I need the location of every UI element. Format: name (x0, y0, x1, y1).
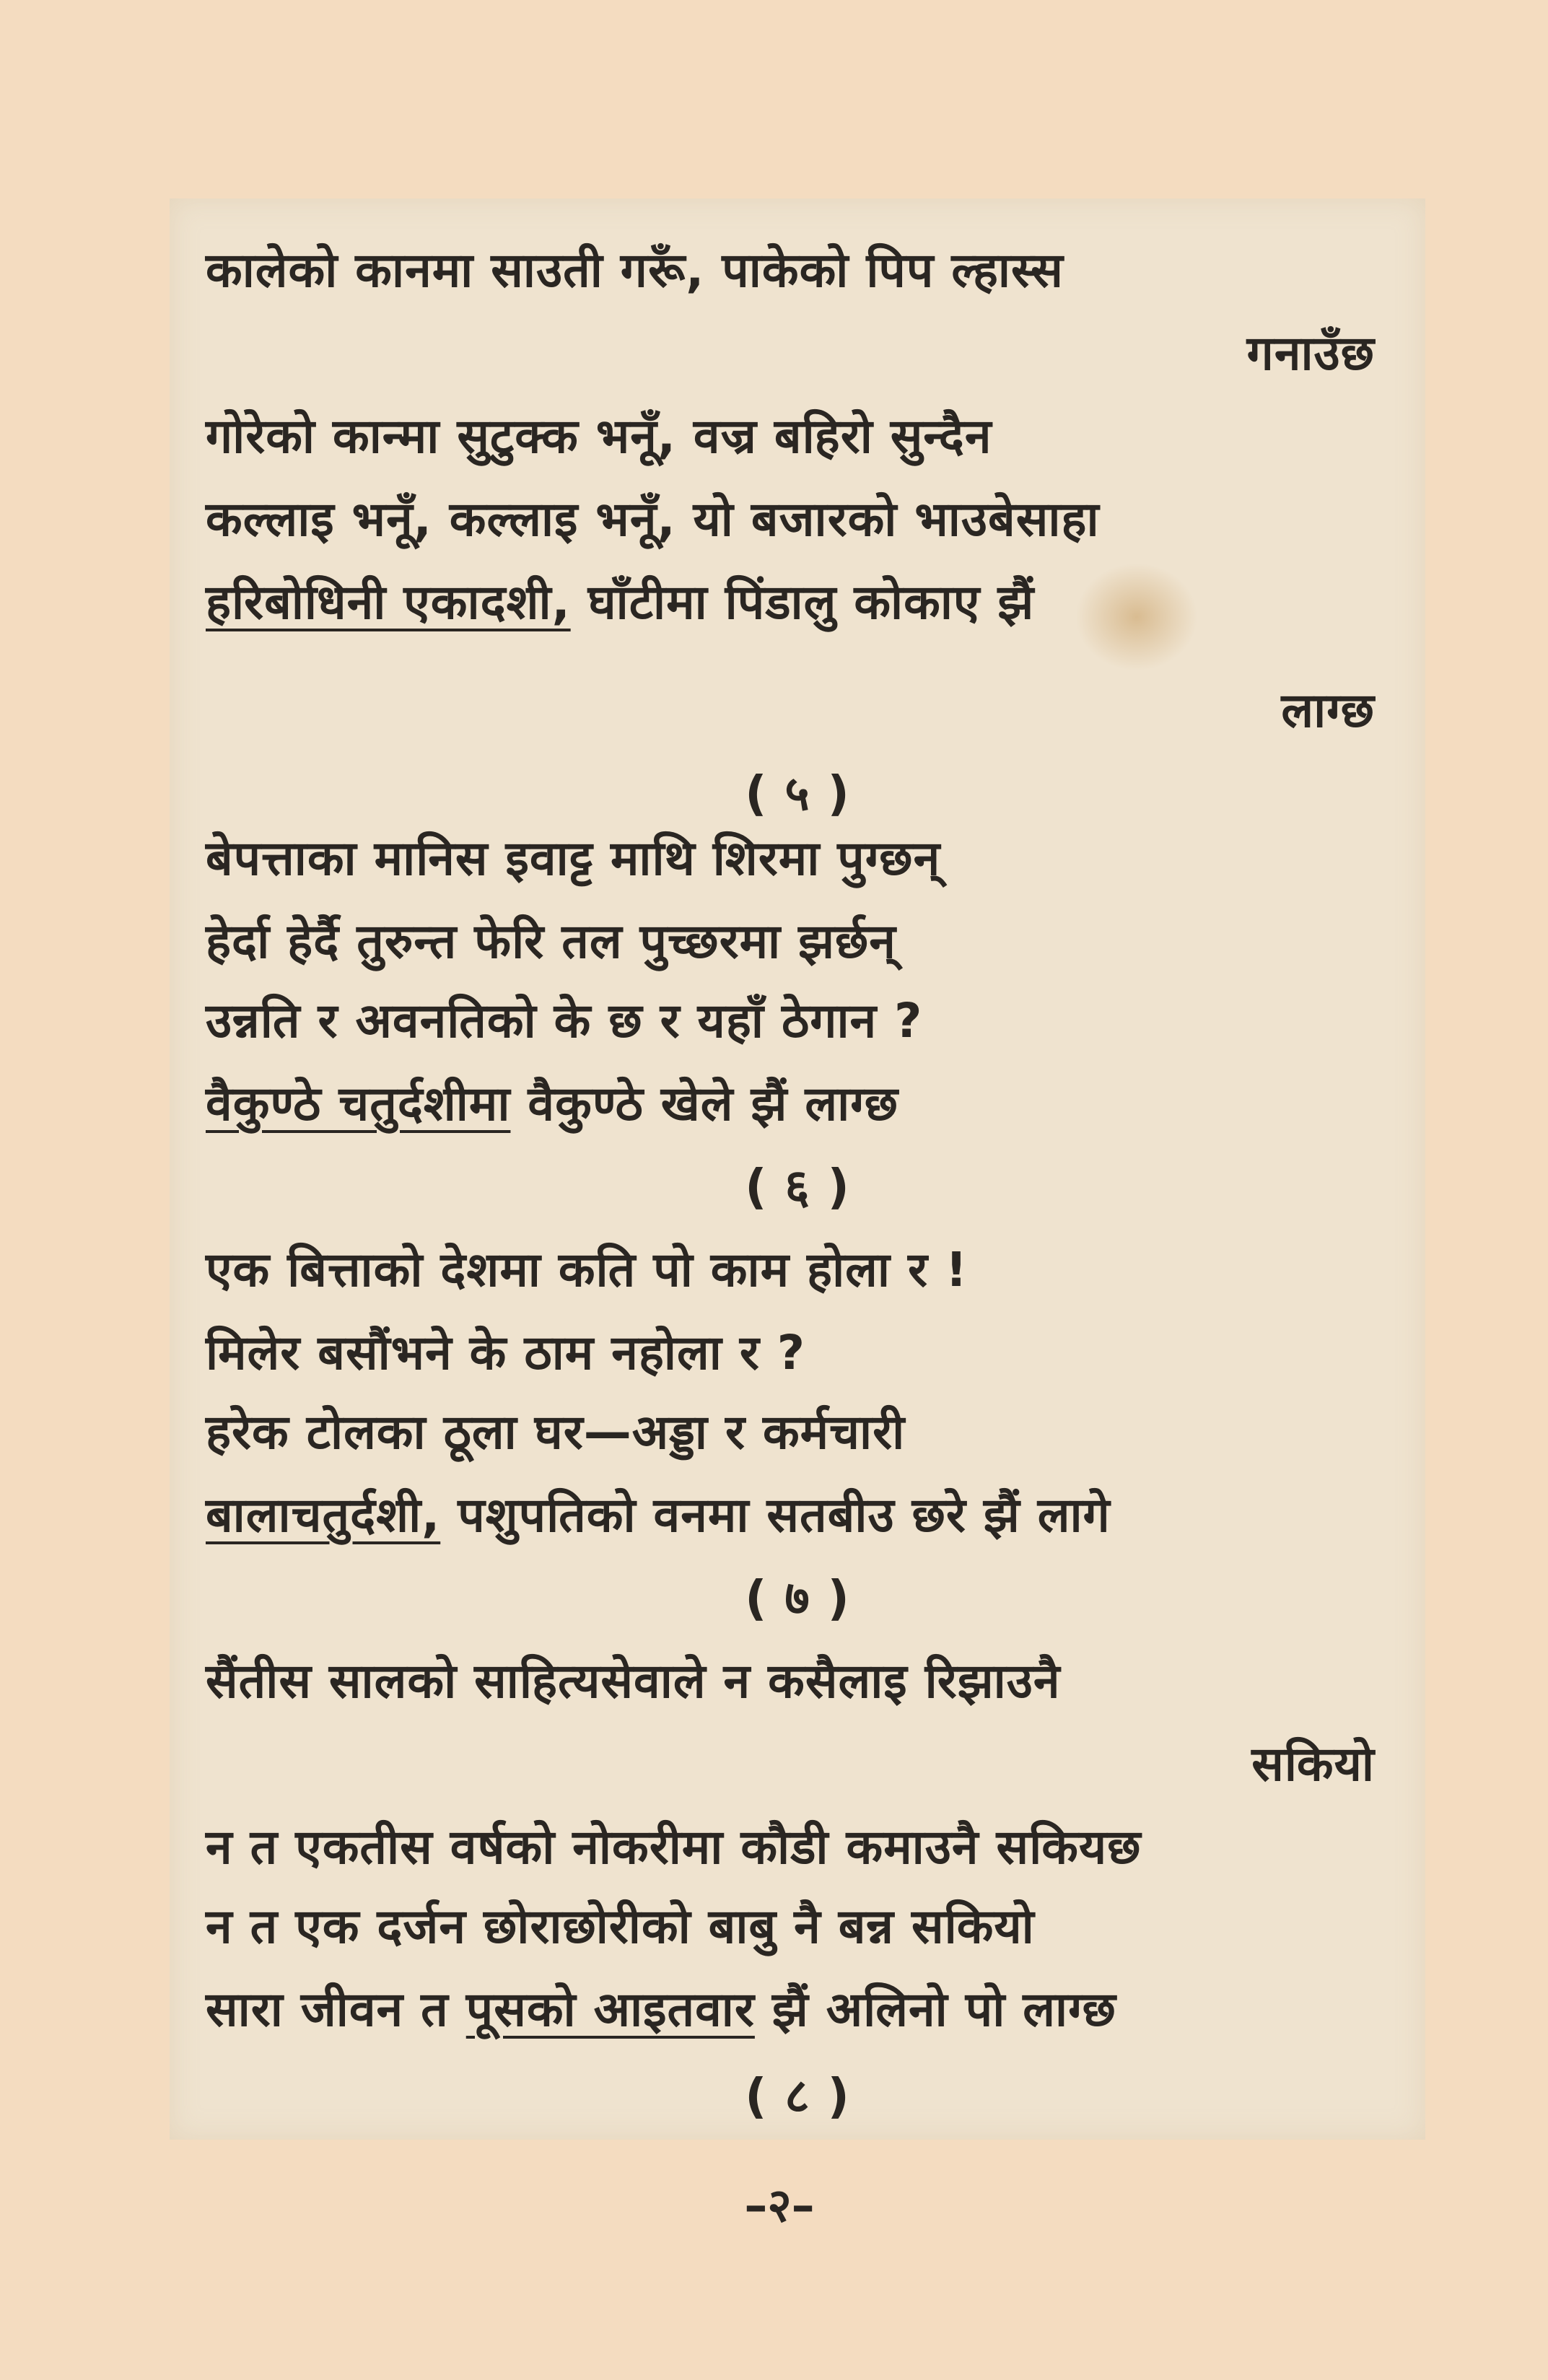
verse-line: मिलेर बसौंभने के ठाम नहोला र ? (206, 1325, 806, 1381)
page-number: –२– (744, 2179, 815, 2233)
verse-line: कालेको कानमा साउती गरूँ, पाकेको पिप ल्हास्स (206, 242, 1064, 298)
verse-line (206, 1977, 1418, 2042)
festival-name: बालाचतुर्दशी, (206, 1487, 441, 1543)
verse-text: वैकुण्ठे खेले झैं लाग्छ (510, 1076, 899, 1132)
stanza-number: ( ६ ) (745, 1159, 850, 1215)
verse-text: पशुपतिको वनमा सतबीउ छरे झैं लागे (440, 1487, 1111, 1543)
verse-line: न त एकतीस वर्षको नोकरीमा कौडी कमाउनै सकियछ (206, 1819, 1142, 1875)
verse-line-wrap: गनाउँछ (1246, 325, 1375, 381)
verse-line (206, 1072, 1418, 1137)
festival-name: हरिबोधिनी एकादशी, (206, 574, 571, 630)
verse-line: हेर्दा हेर्दै तुरुन्त फेरि तल पुच्छरमा झर्छन् (206, 914, 896, 969)
verse-text: झैं अलिनो पो लाग्छ (754, 1982, 1116, 2037)
stanza-number: ( ८ ) (745, 2068, 850, 2124)
verse-text: घाँटीमा पिंडालु कोकाए झैं (570, 574, 1035, 630)
stanza-number: ( ७ ) (745, 1570, 850, 1626)
stanza-number: ( ५ ) (745, 766, 850, 821)
festival-name: वैकुण्ठे चतुर्दशीमा (206, 1076, 511, 1132)
verse-line: गोरेको कान्मा सुटुक्क भनूँ, वज्र बहिरो सुन्दैन (206, 408, 992, 464)
verse-text: सारा जीवन त (206, 1982, 466, 2037)
festival-name: पूसको आइतवार (465, 1982, 755, 2037)
verse-line: हरेक टोलका ठूला घर—अड्डा र कर्मचारी (206, 1404, 906, 1460)
verse-line: न त एक दर्जन छोराछोरीको बाबु नै बन्न सकियो (206, 1899, 1035, 1954)
verse-line: सैंतीस सालको साहित्यसेवाले न कसैलाइ रिझाउनै (206, 1653, 1061, 1709)
verse-line: बेपत्ताका मानिस इवाट्ट माथि शिरमा पुग्छन् (206, 831, 941, 886)
verse-line: एक बित्ताको देशमा कति पो काम होला र ! (206, 1242, 968, 1298)
verse-line (206, 570, 1418, 635)
verse-line: कल्लाइ भनूँ, कल्लाइ भनूँ, यो बजारको भाउबेसाहा (206, 491, 1100, 547)
verse-line: उन्नति र अवनतिको के छ र यहाँ ठेगान ? (206, 993, 923, 1049)
verse-line (206, 1483, 1418, 1548)
verse-line-wrap: सकियो (1251, 1736, 1375, 1792)
verse-line-wrap: लाग्छ (1281, 683, 1375, 738)
